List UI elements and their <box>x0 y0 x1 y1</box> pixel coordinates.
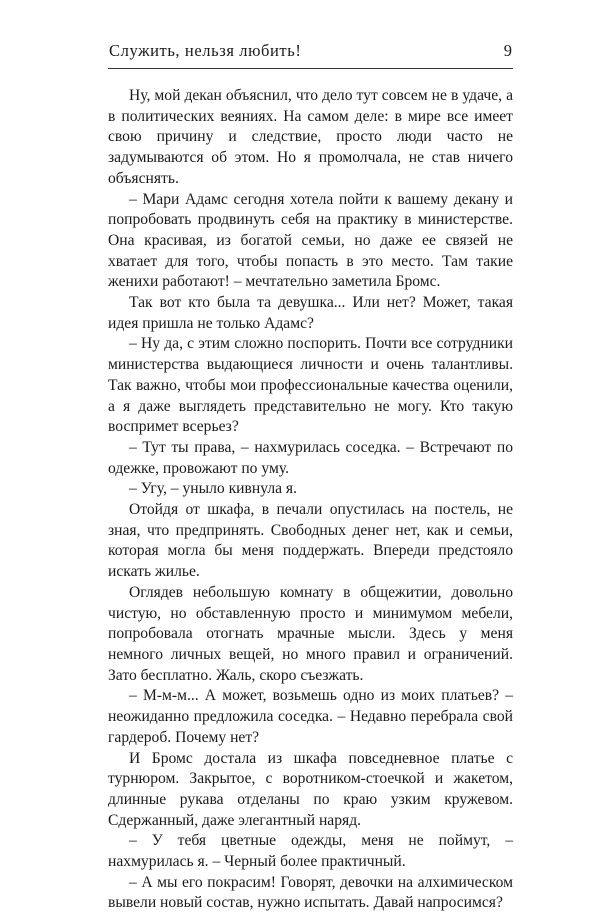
paragraph: – У тебя цветные одежды, меня не поймут, – нахмурилась я. – Черный более практичный. <box>108 832 513 871</box>
running-title: Служить, нельзя любить! <box>109 41 302 60</box>
body-text <box>108 86 513 914</box>
paragraph: – Тут ты права, – нахмурилась соседка. – Встречают по одежке, провожают по уму. <box>108 438 513 477</box>
paragraph: – А мы его покрасим! Говорят, девочки на алхимическом вывели новый состав, нужно испытать. Давай напросимся? <box>108 873 513 912</box>
paragraph: – М-м-м... А может, возьмешь одно из моих платьев? – неожиданно предложила соседка. – Недавно перебрала свой гардероб. Почему нет? <box>108 687 513 746</box>
paragraph: Так вот кто была та девушка... Или нет? Может, такая идея пришла не только Адамс? <box>108 294 513 332</box>
paragraph: Ну, мой декан объяснил, что дело тут совсем не в удаче, а в политических веяниях. На самом деле: в мире все имеет свою причину и следствие, просто люди часто не задумываются об этом. Но я промолчала, не став ничего объяснять. <box>108 87 513 187</box>
paragraph: И Бромс достала из шкафа повседневное платье с турнюром. Закрытое, с воротником-стоечкой и жакетом, длинные рукава отделаны по краю узким кружевом. Сдержанный, даже элегантный наряд. <box>108 749 513 829</box>
header-rule <box>108 68 513 69</box>
paragraph: Оглядев небольшую комнату в общежитии, довольно чистую, но обставленную просто и минимумом мебели, попробовала отогнать мрачные мысли. Здесь у меня немного личных вещей, но много правил и ограничений. Зато бесплатно. Жаль, скоро съезжать. <box>108 583 513 684</box>
page-number: 9 <box>503 41 512 60</box>
paragraph: Отойдя от шкафа, в печали опустилась на постель, не зная, что предпринять. Свободных денег нет, как и семьи, которая могла бы меня поддержать. Впереди предстояло искать жилье. <box>108 501 513 581</box>
paragraph: – Угу, – уныло кивнула я. <box>129 480 297 498</box>
paragraph: – Ну да, с этим сложно поспорить. Почти все сотрудники министерства выдающиеся личности и очень талантливы. Так важно, чтобы мои профессиональные качества оценили, а я даже выглядеть представительно не могу. Кто такую воспримет всерьез? <box>108 335 513 436</box>
paragraph: – Мари Адамс сегодня хотела пойти к вашему декану и попробовать продвинуть себя на практику в министерстве. Она красивая, из богатой семьи, но даже ее связей не хватает для того, чтобы попасть в это место. Там такие женихи работают! – мечтательно заметила Бромс. <box>108 190 513 291</box>
